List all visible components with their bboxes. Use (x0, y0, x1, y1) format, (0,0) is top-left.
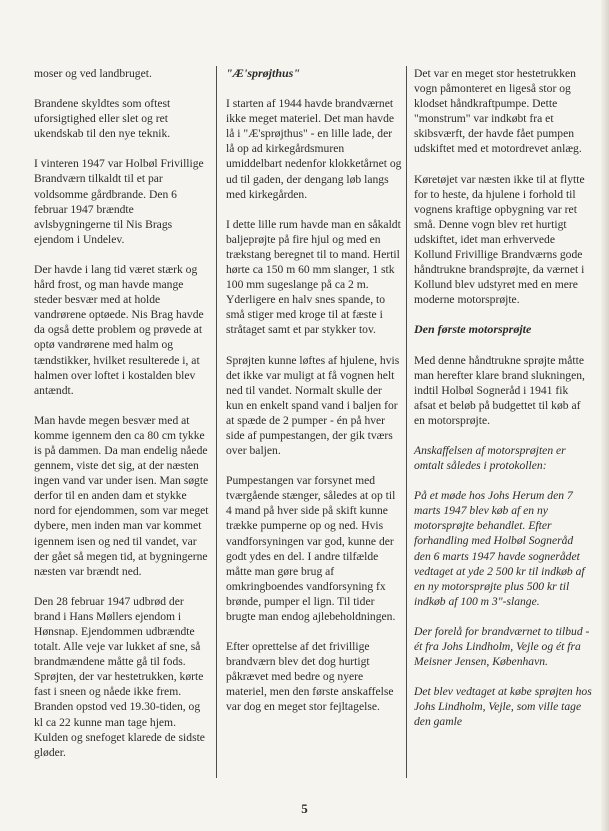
paragraph: Med denne håndtrukne sprøjte måtte man herefter klare brand slukningen, indtil Holbøl Sogneråd i 1941 fik afsat et beløb på budgettet til køb af en motorsprøjte. (414, 353, 585, 427)
column-1 (34, 66, 210, 775)
column-divider (216, 66, 217, 778)
protocol-quote: På et møde hos Johs Herum den 7 marts 1947 blev køb af en ny motorsprøjte behandlet. Efter forhandling med Holbøl Sogneråd den 6 marts 1947 havde sognerådet vedtaget at yde 2 500 kr til indkøb af en ny motorsprøjte plus 500 kr til indkøb af 100 m 3"-slange. (414, 489, 585, 608)
paragraph: Det var en meget stor hestetrukken vogn påmonteret en ligeså stor og klodset håndkraftpumpe. Dette "monstrum" var indkøbt fra et skibsværft, der havde fået pumpen udskiftet med et motordrevet anlæg. (414, 67, 582, 156)
paragraph: I dette lille rum havde man en såkaldt baljeprøjte på fire hjul og med en trækstang beregnet til to mand. Hertil hørte ca 150 m 60 mm slanger, 1 stk 100 mm sugeslange på ca 2 m. Yderligere en halv snes spande, to små stiger med kroge til at fæste i stråtaget samt et par stykker tov. (226, 217, 401, 337)
paragraph: Man havde megen besvær med at komme igennem den ca 80 cm tykke is på dammen. Da man endelig nåede gennem, viste det sig, at der næsten ingen vand var under isen. Man søgte derfor til en anden dam et stykke nord for ejendommen, som var meget dybere, men inden man var kommet igennem isen og ned til vandet, var der gået så megen tid, at bygningerne næsten var brændt ned. (34, 413, 209, 578)
paragraph: I starten af 1944 havde brandværnet ikke meget materiel. Det man havde lå i "Æ'sprøjthus" - en lille lade, der lå op ad kirkegårdsmuren umiddelbart nedenfor klokketårnet og ud til gaden, der dengang løb langs med kirkegården. (226, 97, 402, 201)
page-edge-shadow (601, 0, 609, 831)
paragraph: moser og ved landbruget. (34, 67, 152, 80)
paragraph: Sprøjten kunne løftes af hjulene, hvis det ikke var muligt at få vognen helt ned til vandet. Normalt skulle der kun en enkelt spand vand i baljen for at spæde de 2 pumper - én på hver side af pumpestangen, der gik tværs over baljen. (226, 353, 400, 458)
paragraph: Køretøjet var næsten ikke til at flytte for to heste, da hjulene i forhold til vognens kraftige opbygning var ret små. Denne vogn blev ret hurtigt udskiftet, idet man erhvervede Kollund Frivillige Brandværns gode håndtrukne brandsprøjte, da værnet i Kollund blev udstyret med en mere moderne motorsprøjte. (414, 172, 585, 307)
section-heading: "Æ'sprøjthus" (226, 66, 301, 80)
page-number: 5 (301, 801, 308, 816)
paragraph: Pumpestangen var forsynet med tværgående stænger, således at op til 4 mand på hver side på skift kunne trække pumperne op og ned. Hvis vandforsyningen var god, kunne der godt ydes en del. I andre tilfælde måtte man gøre brug af omkringboendes vandforsyning fx brønde, pumper el lign. Til tider brugte man endog ajlebeholdningen. (226, 474, 396, 623)
protocol-quote: Der forelå for brandværnet to tilbud - ét fra Johs Lindholm, Vejle og ét fra Meisner Jensen, København. (414, 624, 590, 669)
column-3 (414, 66, 592, 744)
column-divider (406, 66, 407, 778)
protocol-quote: Anskaffelsen af motorsprøjten er omtalt således i protokollen: (414, 443, 566, 473)
section-heading: Den første motorsprøjte (414, 322, 532, 337)
paragraph: I vinteren 1947 var Holbøl Frivillige Brandværn tilkaldt til et par voldsomme gårdbrande. Den 6 februar 1947 brændte avlsbygningerne til Nis Brags ejendom i Undelev. (34, 157, 204, 246)
protocol-quote: Det blev vedtaget at købe sprøjten hos Johs Lindholm, Vejle, som ville tage den gamle (414, 685, 592, 729)
column-2 (226, 66, 402, 730)
paragraph: Efter oprettelse af det frivillige brandværn blev det dog hurtigt påkrævet med bedre og nyere materiel, men den første anskaffelse var dog en meget stor fejltagelse. (226, 640, 394, 714)
paragraph: Der havde i lang tid været stærk og hård frost, og man havde mange steder besvær med at holde vandrørene optøede. Nis Brag havde da også dette problem og prøvede at optø vandrørene med halm og tændstikker, hvilket resulterede i, at halmen over loftet i kostalden blev antændt. (34, 262, 204, 397)
paragraph: Brandene skyldtes som oftest uforsigtighed eller slet og ret ukendskab til den nye teknik. (34, 97, 171, 141)
paragraph: Den 28 februar 1947 udbrød der brand i Hans Møllers ejendom i Hønsnap. Ejendommen udbrændte totalt. Alle veje var lukket af sne, så brandmændene måtte gå til fods. Sprøjten, der var hestetrukken, kørte fast i sneen og nåede ikke frem. Branden opstod ved 19.30-tiden, og kl ca 22 kunne man tage hjem. Kulden og snefoget klarede de sidste gløder. (34, 594, 205, 759)
